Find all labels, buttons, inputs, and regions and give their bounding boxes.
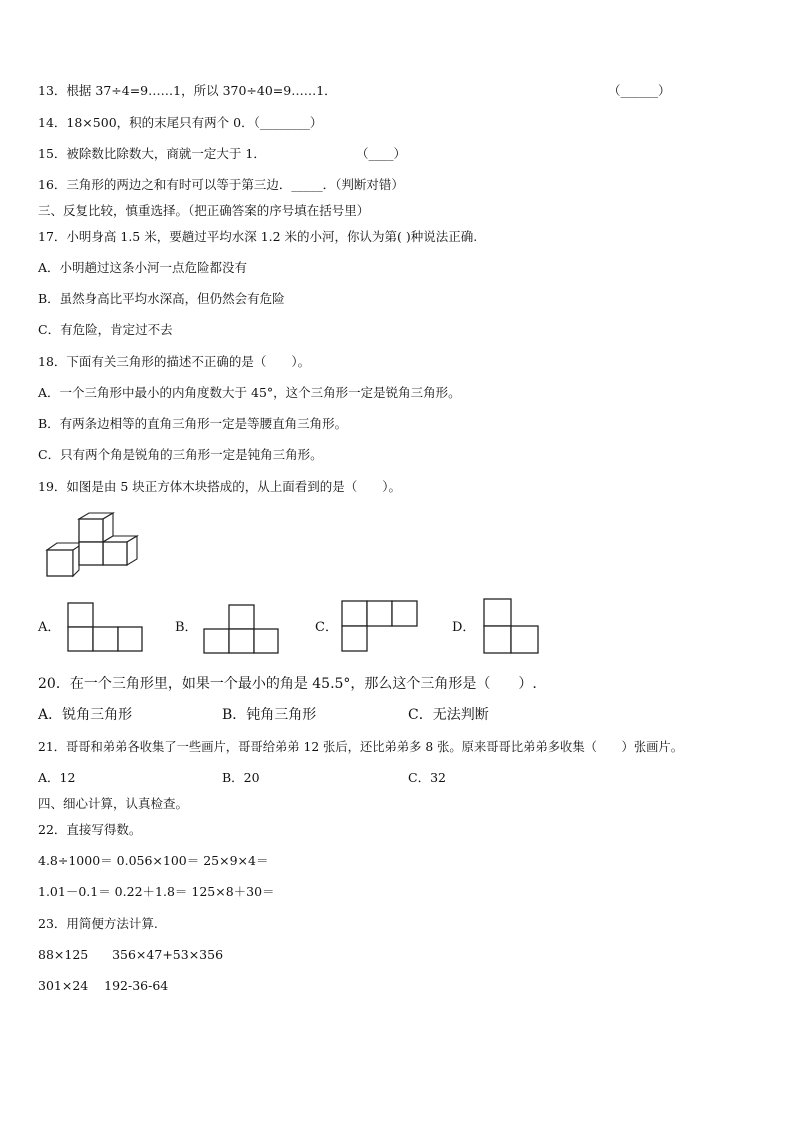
- question-22: 22．直接写得数。: [38, 822, 142, 837]
- question-16: 16．三角形的两边之和有时可以等于第三边．_____．（判断对错）: [38, 177, 404, 192]
- question-21: 21．哥哥和弟弟各收集了一些画片，哥哥给弟弟 12 张后，还比弟弟多 8 张。原来哥哥比弟弟多收集（ ）张画片。: [38, 740, 684, 754]
- question-22-row-2: 1.01－0.1＝ 0.22＋1.8＝ 125×8＋30＝: [38, 884, 275, 899]
- question-13-answer-blank: （______）: [608, 83, 671, 98]
- question-19-option-c-figure: [340, 599, 420, 653]
- question-23-row-2: 301×24 192-36-64: [38, 978, 169, 993]
- section-4-heading: 四、细心计算，认真检查。: [38, 796, 189, 811]
- question-15-answer-blank: （____）: [356, 146, 407, 161]
- question-20-option-c: C．无法判断: [408, 707, 489, 723]
- question-18-option-c: C．只有两个角是锐角的三角形一定是钝角三角形。: [38, 447, 323, 462]
- question-21-option-b: B．20: [222, 770, 260, 785]
- question-19-option-d-figure: [482, 597, 542, 655]
- cube-stack-figure: [40, 510, 142, 582]
- question-22-row-1: 4.8÷1000＝ 0.056×100＝ 25×9×4＝: [38, 853, 269, 868]
- question-19: 19．如图是由 5 块正方体木块搭成的，从上面看到的是（ ）。: [38, 479, 402, 494]
- question-17-option-c: C．有危险，肯定过不去: [38, 322, 173, 337]
- question-15: 15．被除数比除数大，商就一定大于 1．: [38, 146, 266, 161]
- question-17: 17．小明身高 1.5 米，要趟过平均水深 1.2 米的小河，你认为第( )种说法正确.: [38, 229, 478, 244]
- question-18-option-a: A．一个三角形中最小的内角度数大于 45°，这个三角形一定是锐角三角形。: [38, 385, 461, 400]
- question-18: 18．下面有关三角形的描述不正确的是（ ）。: [38, 354, 311, 369]
- question-17-option-a: A．小明趟过这条小河一点危险都没有: [38, 260, 248, 275]
- question-19-option-a-figure: [66, 601, 144, 653]
- question-21-option-a: A．12: [38, 770, 76, 785]
- question-17-option-b: B．虽然身高比平均水深高，但仍然会有危险: [38, 291, 285, 306]
- question-14: 14．18×500，积的末尾只有两个 0．（________）: [38, 115, 323, 130]
- question-19-option-c-label: C．: [315, 620, 338, 635]
- question-23: 23．用简便方法计算.: [38, 916, 158, 931]
- question-20-option-b: B．钝角三角形: [222, 707, 317, 723]
- question-20-option-a: A．锐角三角形: [38, 707, 133, 723]
- question-19-option-b-label: B．: [175, 620, 198, 635]
- question-21-option-c: C．32: [408, 770, 446, 785]
- question-20: 20．在一个三角形里，如果一个最小的角是 45.5°，那么这个三角形是（ ）.: [38, 676, 537, 692]
- question-19-option-d-label: D．: [452, 620, 476, 635]
- question-19-option-b-figure: [202, 603, 280, 655]
- question-13-text: 13．根据 37÷4=9……1，所以 370÷40=9……1．: [38, 83, 337, 98]
- section-3-heading: 三、反复比较，慎重选择。（把正确答案的序号填在括号里）: [38, 203, 370, 218]
- question-23-row-1: 88×125 356×47+53×356: [38, 947, 224, 962]
- question-18-option-b: B．有两条边相等的直角三角形一定是等腰直角三角形。: [38, 416, 348, 431]
- question-19-option-a-label: A．: [38, 620, 61, 635]
- question-13: [38, 83, 337, 99]
